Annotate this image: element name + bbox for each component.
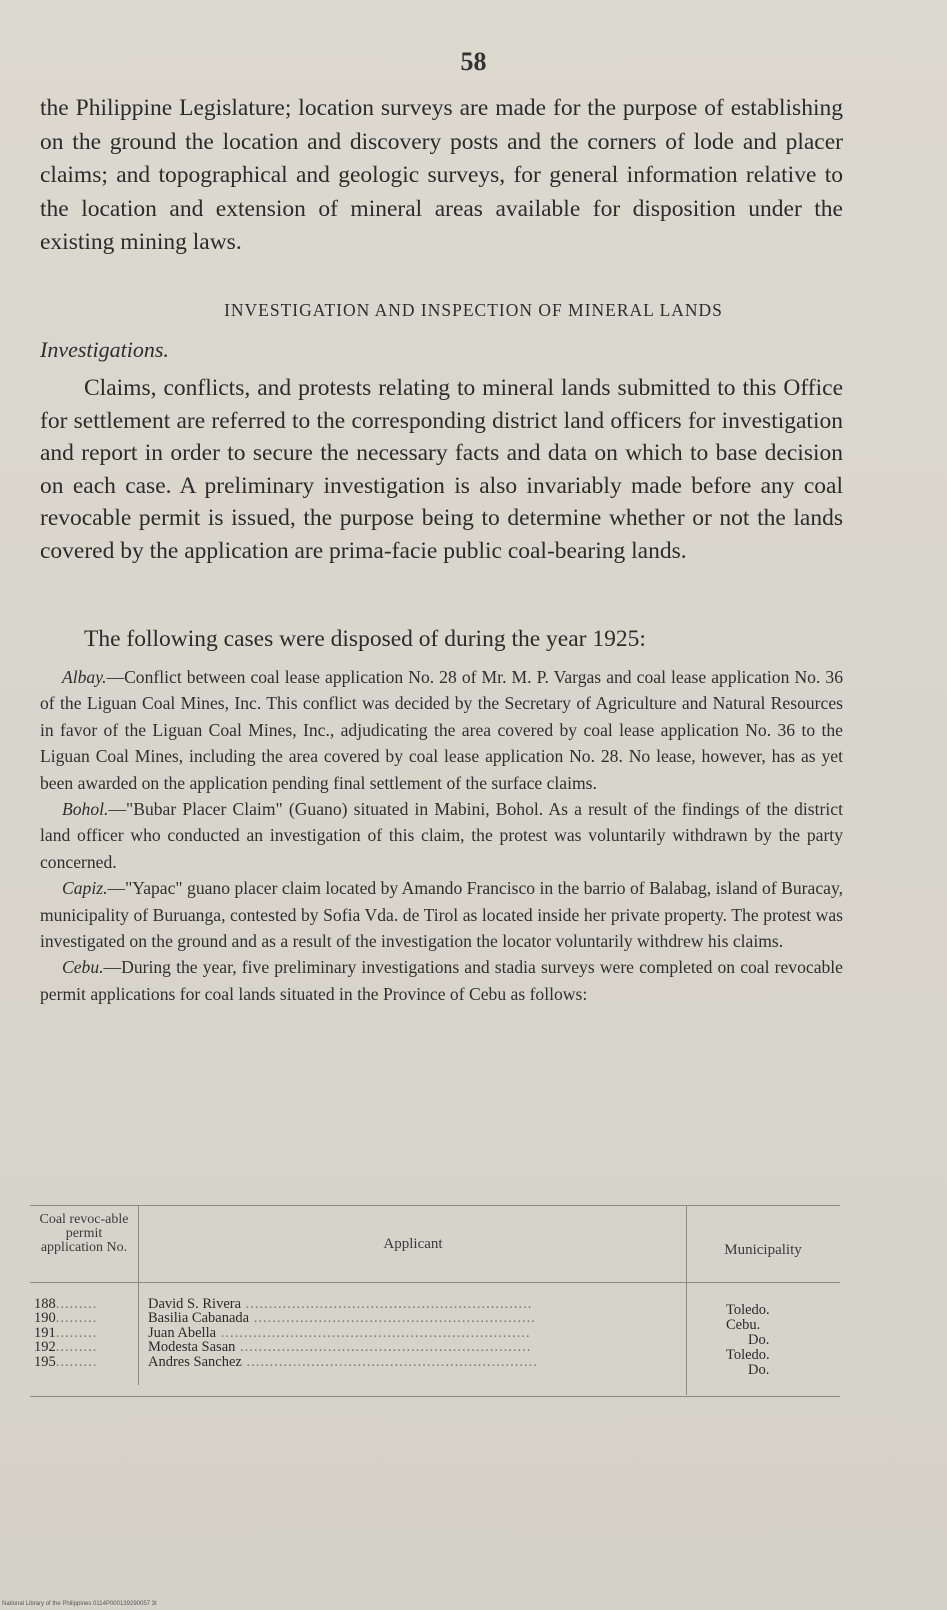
table-top-rule — [30, 1205, 840, 1206]
municipality-column — [696, 1303, 836, 1378]
table-col-divider — [138, 1205, 139, 1385]
table-row: 192......... — [34, 1340, 98, 1355]
following-cases-intro: The following cases were disposed of during the year 1925: — [84, 626, 646, 652]
table-row: Juan Abella ................................................................... — [148, 1325, 531, 1341]
case-albay — [40, 664, 843, 796]
permit-no: 190 — [34, 1311, 56, 1326]
permit-no: 191 — [34, 1325, 56, 1341]
section-heading: INVESTIGATION AND INSPECTION OF MINERAL LANDS — [224, 300, 723, 320]
case-text: —"Yapac" guano placer claim located by Amando Francisco in the barrio of Balabag, island of Buracay, municipality of Buruanga, contested by Sofia Vda. de Tirol as located inside her private property. The protest was investigated on the ground and as a result of the investigation the locator voluntarily withdrew his claims. — [40, 878, 843, 952]
case-bohol — [40, 796, 843, 875]
table-row: Andres Sanchez ............................................................... — [148, 1354, 538, 1370]
municipality: Cebu. — [726, 1317, 761, 1333]
permit-no: 188 — [34, 1297, 56, 1312]
applicant-name: Juan Abella — [148, 1325, 217, 1341]
permit-table — [30, 1205, 840, 1397]
page-number: 58 — [460, 47, 487, 76]
municipality: Do. — [748, 1362, 770, 1378]
case-province: Albay. — [62, 667, 107, 687]
applicant-name: David S. Rivera — [148, 1297, 242, 1312]
case-province: Capiz. — [62, 878, 108, 899]
table-row: 195......... — [34, 1354, 98, 1370]
municipality: Toledo. — [726, 1347, 770, 1363]
sub-heading: Investigations. — [40, 337, 169, 362]
lead-paragraph: the Philippine Legislature; location surveys are made for the purpose of establishing on the ground the location and discovery posts and the corners of lode and placer claims; and topographical and geologic surveys, for general information relative to the location and extension of mineral areas available for disposition under the existing mining laws. — [40, 95, 843, 255]
case-text: —"Bubar Placer Claim" (Guano) situated in Mabini, Bohol. As a result of the findings of the district land officer who conducted an investigation of this claim, the protest was voluntarily withdrawn by the party concerned. — [40, 799, 843, 872]
case-cebu — [40, 954, 843, 1007]
cases-list — [40, 664, 843, 1007]
table-row: Modesta Sasan ............................................................... — [148, 1340, 532, 1355]
applicant-column — [148, 1297, 688, 1369]
case-province: Bohol. — [62, 799, 109, 820]
table-row: Basilia Cabanada ............................................................. — [148, 1311, 536, 1326]
case-province: Cebu. — [62, 957, 104, 978]
header-municipality: Municipality — [724, 1242, 802, 1258]
case-text: —Conflict between coal lease application No. 28 of Mr. M. P. Vargas and coal lease application No. 36 of the Liguan Coal Mines, Inc. This conflict was decided by the Secretary of Agriculture and Natural Resources in favor of the Liguan Coal Mines, Inc., adjudicating the area covered by coal lease application No. 36 to the Liguan Coal Mines, including the area covered by coal lease application No. 28. No lease, however, has as yet been awarded on the application pending final settlement of the surface claims. — [40, 667, 843, 793]
permit-no-column — [34, 1297, 134, 1369]
table-bottom-rule — [30, 1396, 840, 1397]
table-row: David S. Rivera .............................................................. — [148, 1297, 533, 1312]
table-row: 191......... — [34, 1325, 98, 1341]
applicant-name: Andres Sanchez — [148, 1354, 242, 1370]
permit-no: 192 — [34, 1340, 56, 1355]
archive-footer: National Library of the Philippines 0114P000139290057 3t — [2, 1601, 157, 1607]
municipality: Toledo. — [726, 1302, 770, 1318]
applicant-name: Basilia Cabanada — [148, 1311, 250, 1326]
header-permit-no: Coal revoc-able permit application No. — [39, 1212, 129, 1255]
permit-no: 195 — [34, 1354, 56, 1370]
investigations-paragraph: Claims, conflicts, and protests relating to mineral lands submitted to this Office for settlement are referred to the corresponding district land officers for investigation and report in order to secure the necessary facts and data on which to base decision on each case. A preliminary investigation is also invariably made before any coal revocable permit is issued, the purpose being to determine whether or not the lands covered by the application are prima-facie public coal-bearing lands. — [40, 375, 843, 564]
table-header-rule — [30, 1282, 840, 1283]
table-row: 190......... — [34, 1311, 98, 1326]
table-row: 188......... — [34, 1297, 98, 1312]
case-capiz — [40, 875, 843, 954]
case-text: —During the year, five preliminary investigations and stadia surveys were completed on coal revocable permit applications for coal lands situated in the Province of Cebu as follows: — [40, 957, 843, 1004]
applicant-name: Modesta Sasan — [148, 1340, 236, 1355]
municipality: Do. — [748, 1332, 770, 1348]
header-applicant: Applicant — [383, 1236, 443, 1252]
